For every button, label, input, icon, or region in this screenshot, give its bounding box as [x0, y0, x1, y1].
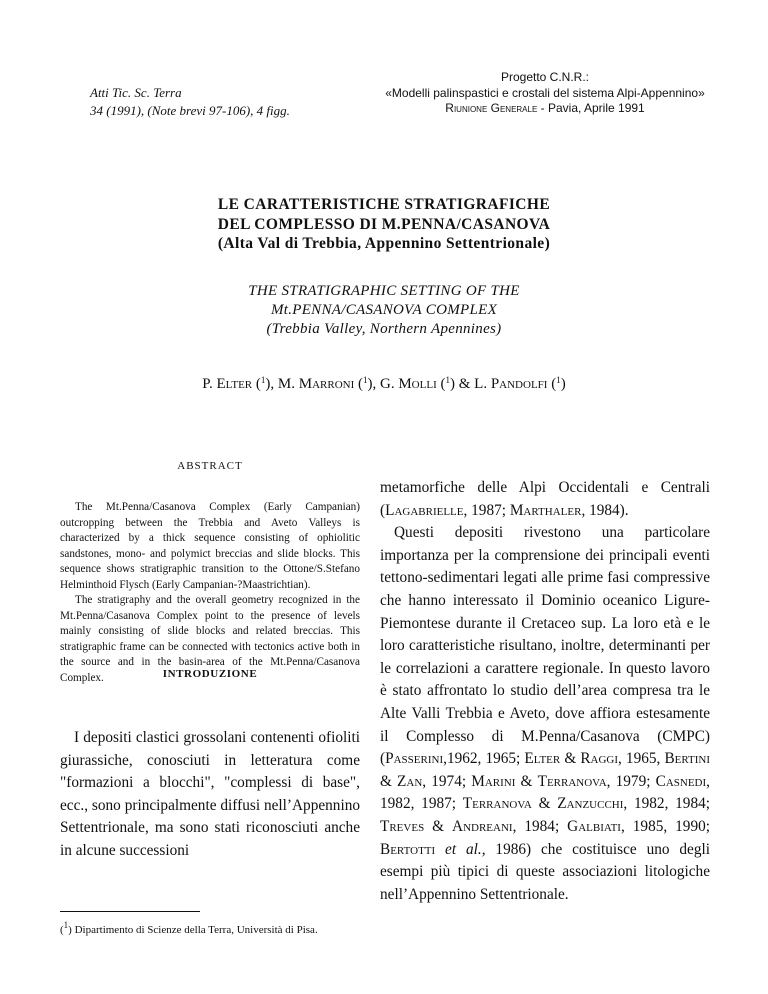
footnote-text: Dipartimento di Scienze della Terra, Università di Pisa.	[71, 924, 318, 936]
author-4: L. Pandolfi ($^1$)	[474, 375, 566, 392]
abstract-body	[60, 500, 360, 686]
abstract-paragraph-2: The stratigraphy and the overall geometry recognized in the Mt.Penna/Casanova Complex point to the presence of levels mainly consisting of slide blocks and related breccias. This stratigraphic frame can be connected with tectonics active both in the source and in the basin-area of the Mt.Penna/Casanova Complex.	[60, 594, 360, 684]
author-1: P. Elter ($^1$),	[202, 375, 275, 392]
title-line-1: LE CARATTERISTICHE STRATIGRAFICHE	[217, 196, 551, 213]
project-line-3	[360, 101, 730, 117]
project-header	[360, 70, 730, 117]
abstract-heading: ABSTRACT	[177, 460, 243, 472]
author-2: M. Marroni ($^1$),	[277, 375, 377, 392]
footnote-mark: 1	[63, 920, 69, 930]
journal-line-1: Atti Tic. Sc. Terra	[90, 85, 182, 100]
right-paragraph-1: metamorfiche delle Alpi Occidentali e Centrali (Lagabrielle, 1987; Marthaler, 1984).	[380, 479, 710, 519]
title-line-3: (Alta Val di Trebbia, Appennino Settentrionale)	[217, 235, 551, 252]
author-list	[0, 375, 768, 393]
footnote-separator	[60, 911, 200, 912]
subtitle-line-1: THE STRATIGRAPHIC SETTING OF THE	[248, 283, 520, 299]
project-line-1: Progetto C.N.R.:	[500, 70, 590, 84]
introduction-heading: INTRODUZIONE	[162, 668, 258, 680]
subtitle-line-3: (Trebbia Valley, Northern Apennines)	[266, 321, 502, 337]
meeting-place-date: - Pavia, Aprile 1991	[537, 101, 645, 115]
introduction-body	[60, 727, 360, 863]
project-line-2: «Modelli palinspastici e crostali del sistema Alpi-Appennino»	[385, 85, 705, 100]
journal-line-2: 34 (1991), (Note brevi 97-106), 4 figg.	[90, 103, 290, 118]
title-line-2: DEL COMPLESSO DI M.PENNA/CASANOVA	[217, 215, 551, 233]
page-title	[0, 195, 768, 254]
author-3: G. Molli ($^1$) &	[380, 375, 471, 392]
right-column-body	[380, 477, 710, 906]
meeting-name: Riunione Generale	[445, 101, 538, 115]
right-paragraph-2: Questi depositi rivestono una particolare importanza per la comprensione dei principali eventi tettono-sedimentari legati alle prime fasi compressive che hanno interessato il Dominio oceanico Ligure-Piemontese durante il Cretaceo sup. La loro età e le loro caratteristiche risultano, inoltre, determinanti per le correlazioni a carattere regionale. In questo lavoro è stato affrontato lo studio dell’area compresa tra le Alte Valli Trebbia e Aveto, dove affiora estesamente il Complesso di M.Penna/Casanova (CMPC) (Passerini,1962, 1965; Elter & Raggi, 1965, Bertini & Zan, 1974; Marini & Terranova, 1979; Casnedi, 1982, 1987; Terranova & Zanzucchi, 1982, 1984; Treves & Andreani, 1984; Galbiati, 1985, 1990; Bertotti et al., 1986) che costituisce uno degli esempi più tipici di queste associazioni litologiche nell’Appennino Settentrionale.	[380, 524, 711, 903]
subtitle-line-2: Mt.PENNA/CASANOVA COMPLEX	[270, 302, 498, 318]
abstract-paragraph-1: The Mt.Penna/Casanova Complex (Early Campanian) outcropping between the Trebbia and Aveto Valleys is characterized by a thick sequence consisting of ophiolitic sandstones, mono- and polymict breccias and slide blocks. This sequence shows stratigraphic transition to the Ottone/S.Stefano Helminthoid Flysch (Early Campanian-?Maastrichtian).	[60, 501, 360, 591]
introduction-paragraph: I depositi clastici grossolani contenenti ofioliti giurassiche, conosciuti in letteratura come "formazioni a blocchi", "complessi di base", ecc., sono principalmente diffusi nell’Appennino Settentrionale, ma sono stati riconosciuti anche in alcune successioni	[60, 729, 360, 859]
journal-citation	[90, 84, 290, 120]
english-title	[0, 282, 768, 339]
footnote: ($^1$) Dipartimento di Scienze della Terra, Università di Pisa.	[60, 920, 318, 936]
